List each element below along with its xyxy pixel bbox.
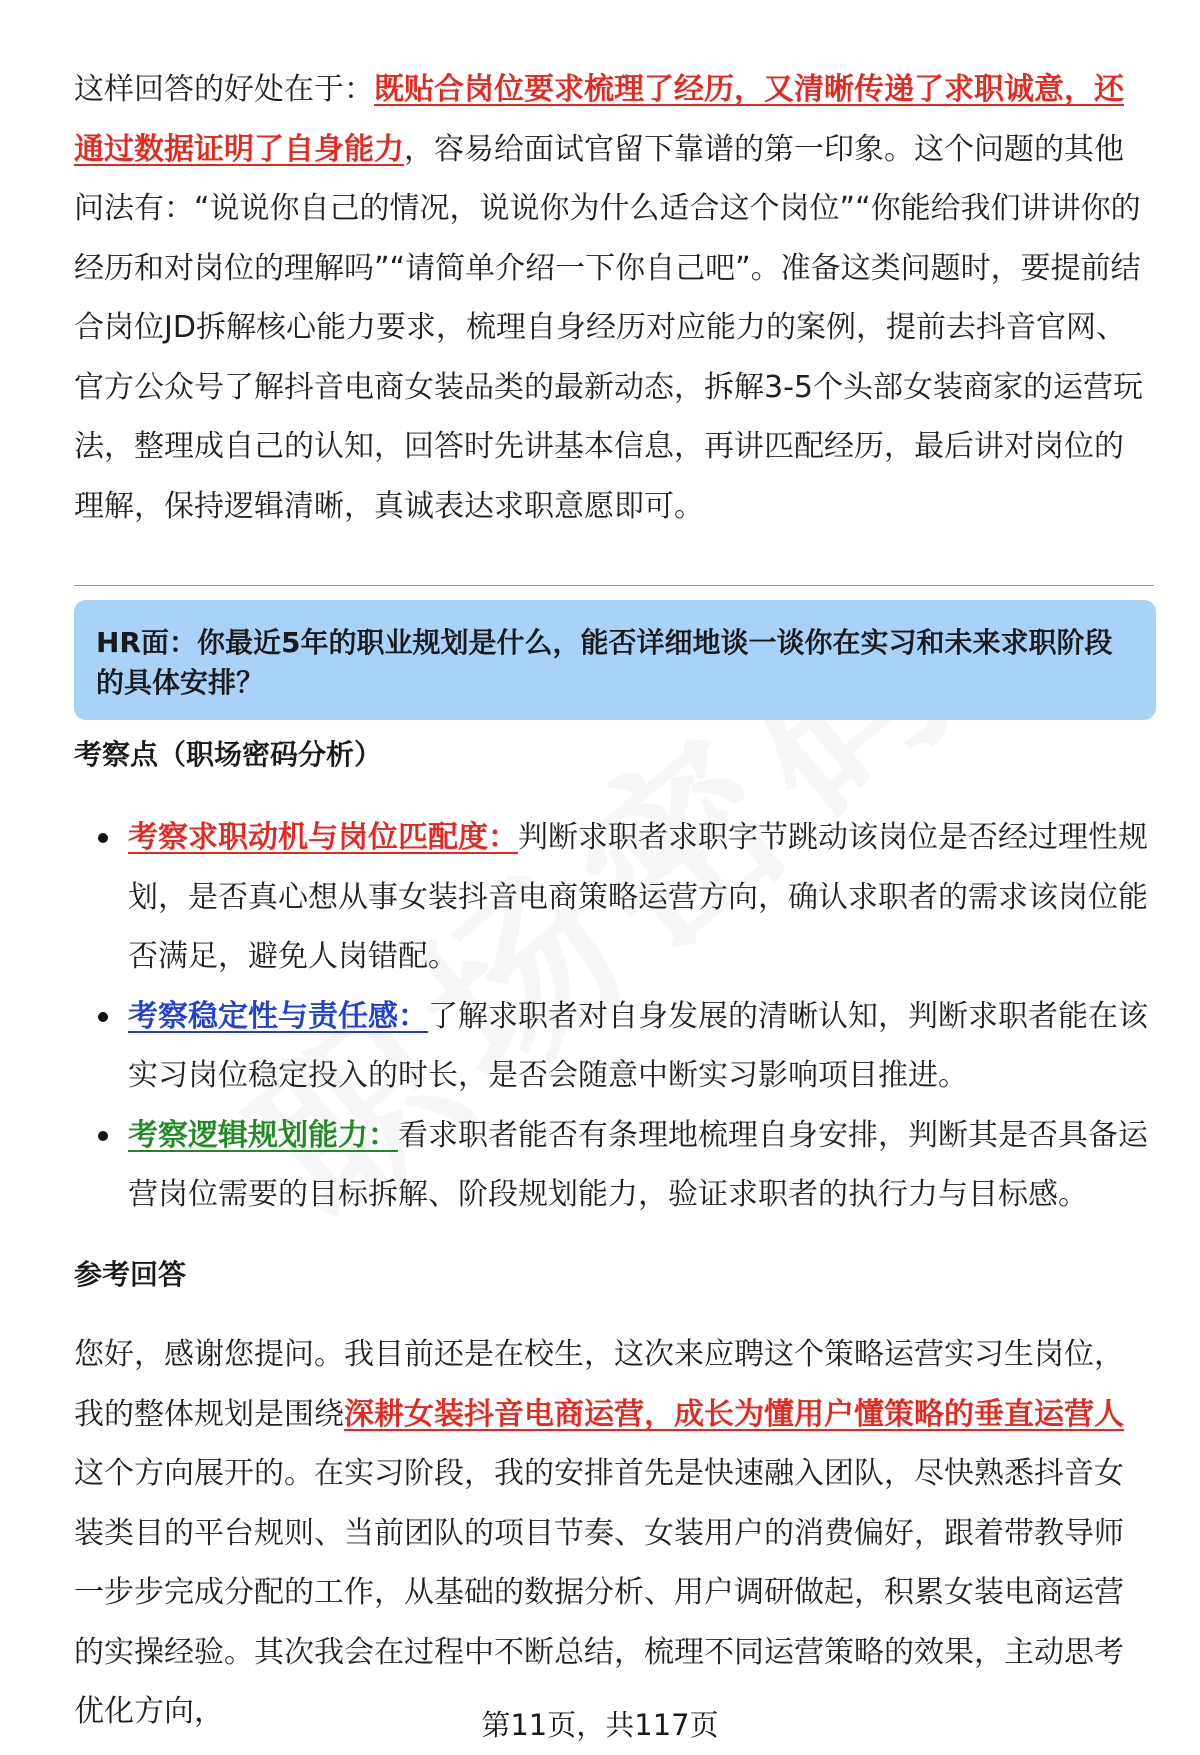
analysis-text: 了解求职者对自身发展的清晰认知，判断求职者能在该实习岗位稳定投入的时长，是否会随意中断实习影响项目推进。 bbox=[128, 998, 1148, 1093]
reference-heading: 参考回答 bbox=[74, 1258, 187, 1291]
reference-paragraph bbox=[74, 1325, 1149, 1742]
intro-paragraph bbox=[74, 60, 1149, 536]
analysis-heading: 考察点（职场密码分析） bbox=[74, 738, 383, 771]
bullet-dot bbox=[98, 833, 108, 843]
intro-lead: 这样回答的好处在于： bbox=[74, 72, 374, 107]
list-item bbox=[74, 808, 1154, 987]
analysis-text: 判断求职者求职字节跳动该岗位是否经过理性规划，是否真心想从事女装抖音电商策略运营方向，确认求职者的需求该岗位能否满足，避免人岗错配。 bbox=[128, 820, 1148, 974]
analysis-list bbox=[74, 808, 1154, 1225]
analysis-label-logic: 考察逻辑规划能力： bbox=[128, 1117, 398, 1153]
analysis-text: 看求职者能否有条理地梳理自身安排，判断其是否具备运营岗位需要的目标拆解、阶段规划能力，验证求职者的执行力与目标感。 bbox=[128, 1117, 1148, 1212]
bullet-dot bbox=[98, 1131, 108, 1141]
reference-highlight: 深耕女装抖音电商运营，成长为懂用户懂策略的垂直运营人 bbox=[344, 1396, 1124, 1432]
analysis-label-stability: 考察稳定性与责任感： bbox=[128, 998, 428, 1034]
intro-rest: ，容易给面试官留下靠谱的第一印象。这个问题的其他问法有：“说说你自己的情况，说说你为什么适合这个岗位”“你能给我们讲讲你的经历和对岗位的理解吗”“请简单介绍一下你自己吧”。准备这类问题时，要提前结合岗位JD拆解核心能力要求，梳理自身经历对应能力的案例，提前去抖音官网、官方公众号了解抖音电商女装品类的最新动态，拆解3-5个头部女装商家的运营玩法，整理成自己的认知，回答时先讲基本信息，再讲匹配经历，最后讲对岗位的理解，保持逻辑清晰，真诚表达求职意愿即可。 bbox=[74, 131, 1143, 524]
question-text: HR面：你最近5年的职业规划是什么，能否详细地谈一谈你在实习和未来求职阶段的具体安排？ bbox=[96, 626, 1113, 699]
reference-rest: 这个方向展开的。在实习阶段，我的安排首先是快速融入团队，尽快熟悉抖音女装类目的平台规则、当前团队的项目节奏、女装用户的消费偏好，跟着带教导师一步步完成分配的工作，从基础的数据分析、用户调研做起，积累女装电商运营的实操经验。其次我会在过程中不断总结，梳理不同运营策略的效果，主动思考优化方向， bbox=[74, 1456, 1124, 1729]
reference-lead: 您好，感谢您提问。我目前还是在校生，这次来应聘这个策略运营实习生岗位，我的整体规划是围绕 bbox=[74, 1337, 1124, 1432]
section-divider bbox=[74, 585, 1154, 586]
bullet-dot bbox=[98, 1012, 108, 1022]
question-box bbox=[74, 600, 1156, 720]
intro-highlight: 既贴合岗位要求梳理了经历，又清晰传递了求职诚意，还通过数据证明了自身能力 bbox=[74, 72, 1124, 167]
list-item bbox=[74, 987, 1154, 1106]
page-number: 第11页，共117页 bbox=[481, 1708, 719, 1742]
list-item bbox=[74, 1106, 1154, 1225]
analysis-label-motivation: 考察求职动机与岗位匹配度： bbox=[128, 820, 518, 855]
